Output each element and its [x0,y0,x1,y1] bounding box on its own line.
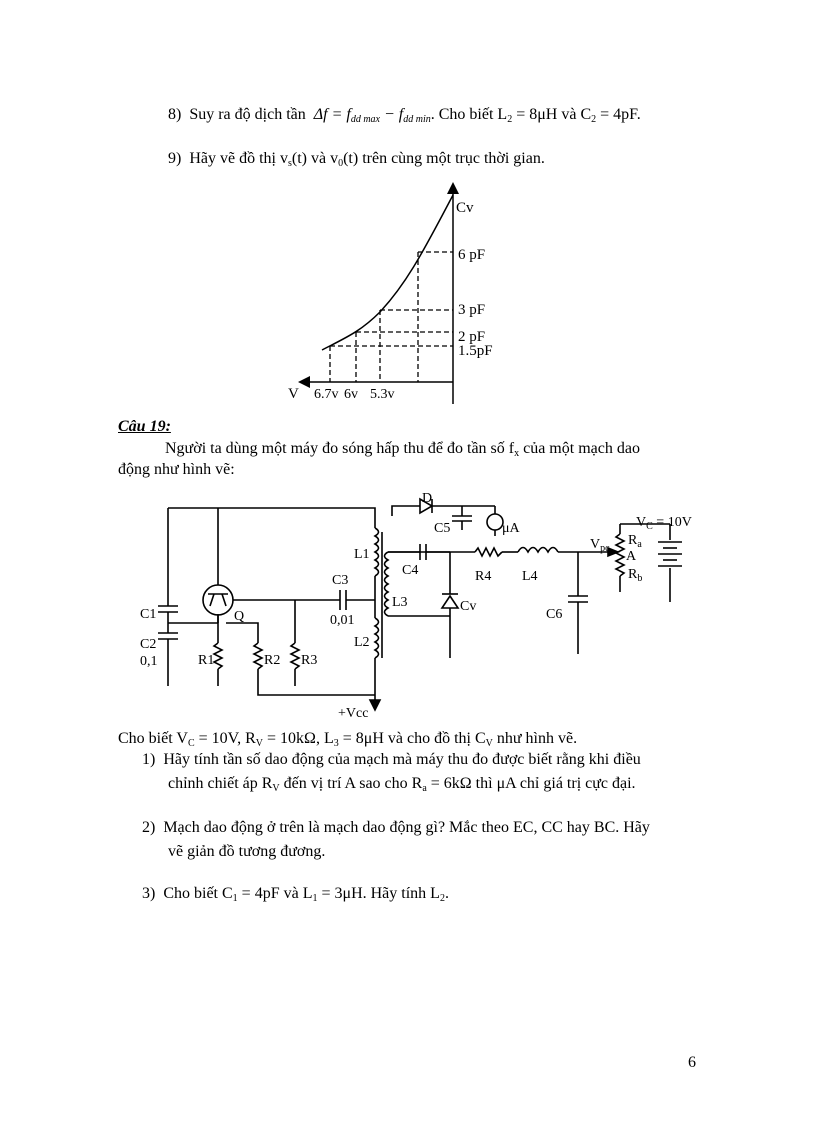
frequency-shift-formula: $\Delta f = f_{dd max} - f_{dd min}$ [313,106,431,125]
y-tick-6pf: 6 pF [458,247,486,263]
label-cv: Cv [460,599,477,614]
label-c3-value: 0,01 [330,613,355,628]
label-l4: L4 [522,569,538,584]
label-microammeter: μA [502,521,520,536]
l2-inductor [375,618,379,658]
r2-resistor [254,643,262,669]
l4-inductor [518,548,558,553]
dashed-guides [330,252,453,382]
label-c3: C3 [332,573,349,588]
x-tick-6v: 6v [344,387,358,402]
y-tick-3pf: 3 pF [458,302,486,318]
label-ra: $R_a$ [628,533,642,550]
cv-curve [322,195,453,350]
given-values: Cho biết $V_C = 10V$, $R_V = 10k\Omega$, $L_3 = 8\mu H$ và cho đồ thị $C_V$ như hình vẽ. [118,730,578,749]
x-tick-6-7v: 6.7v [314,387,339,402]
item-8: 8) Suy ra độ dịch tần $\Delta f = f_{dd max} - f_{dd min}$. Cho biết $L_2 = 8\mu H$ và $C_2 = 4pF$. [168,106,641,125]
potentiometer-rv [616,534,624,576]
label-r4: R4 [475,569,492,584]
label-c6: C6 [546,607,563,622]
y-tick-2pf: 2 pF [458,329,486,345]
y-tick-1-5pf: 1.5pF [458,343,493,359]
label-c1: C1 [140,607,157,622]
question-19-intro-cont: động như hình vẽ: [118,461,235,478]
label-vcc: +Vcc [338,706,369,721]
y-axis-label: Cv [456,200,474,216]
wire-top [168,508,375,528]
label-vpc: $V_{pc}$ [590,537,610,554]
question-19-intro: Người ta dùng một máy đo sóng hấp thu để đo tần số $f_x$ của một mạch dao [165,440,640,459]
label-r1: R1 [198,653,215,668]
label-l2: L2 [354,635,370,650]
x-tick-5-3v: 5.3v [370,387,395,402]
item-2-cont: vẽ giản đồ tương đương. [168,843,326,860]
l3-inductor [385,552,389,616]
x-axis-label: V [288,386,299,402]
transistor-q [203,585,233,615]
label-a: A [626,549,637,564]
label-c4: C4 [402,563,419,578]
r1-resistor [214,643,222,669]
label-rb: $R_b$ [628,567,643,584]
label-r2: R2 [264,653,281,668]
item-3: 3) Cho biết $C_1 = 4pF$ và $L_1 = 3\mu H$. Hãy tính $L_2$. [142,885,449,904]
question-19-title: Câu 19: [118,418,171,435]
r4-resistor [475,548,502,556]
oscillator-circuit [130,488,720,723]
item-1: 1) Hãy tính tần số dao động của mạch mà máy thu đo được biết rằng khi điều [142,751,641,768]
page-number: 6 [688,1054,696,1071]
item-1-cont: chỉnh chiết áp $R_V$ đến vị trí A sao cho $R_a = 6k\Omega$ thì μA chỉ giá trị cực đại. [168,775,636,794]
cv-chart [280,180,540,410]
item-9: 9) Hãy vẽ đồ thị $v_s(t)$ và $v_0(t)$ trên cùng một trục thời gian. [168,150,545,169]
label-r3: R3 [301,653,318,668]
label-c2: C2 [140,637,157,652]
microammeter [487,514,503,530]
label-c2-value: 0,1 [140,654,158,669]
label-l3: L3 [392,595,408,610]
item-2: 2) Mạch dao động ở trên là mạch dao động gì? Mắc theo EC, CC hay BC. Hãy [142,819,650,836]
label-q: Q [234,609,245,624]
label-l1: L1 [354,547,370,562]
label-c5: C5 [434,521,451,536]
label-d: D [422,491,433,506]
l1-inductor [375,528,379,576]
label-vc: $V_C = 10V$ [636,515,692,532]
r3-resistor [291,643,299,669]
